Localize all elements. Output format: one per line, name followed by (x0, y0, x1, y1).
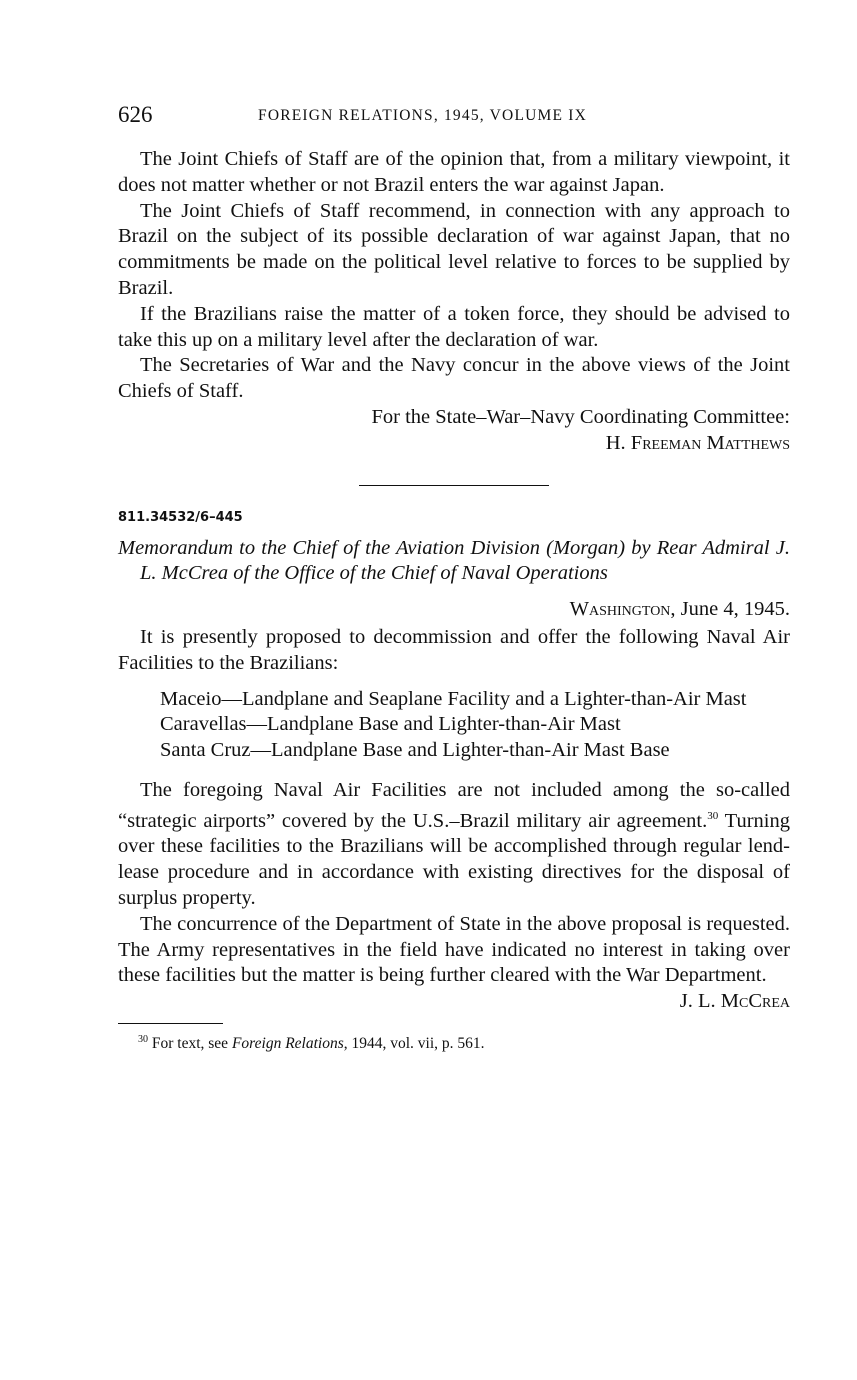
signature: J. L. McCrea (679, 990, 790, 1013)
footnote-text: For text, see (148, 1035, 232, 1053)
document-title: Memorandum to the Chief of the Aviation Division (Morgan) by Rear Admiral J. L. McCrea of the Office of the Chief of Naval Operations (118, 536, 790, 585)
paragraph (118, 778, 790, 912)
list-item: Santa Cruz—Landplane Base and Lighter-than-Air Mast Base (160, 739, 670, 762)
dateline (118, 597, 790, 623)
footnote-ref: 30 (707, 809, 719, 822)
footnote-title: Foreign Relations (231, 1035, 344, 1053)
signature-lead: For the State–War–Navy Coordinating Committee: (371, 405, 790, 428)
paragraph-text: Turning over these facilities to the Brazilians will be accomplished through regular lend-lease procedure and in accordance with existing directives for the disposal of surplus property. (118, 809, 790, 909)
page-body (118, 147, 790, 1054)
footnote (118, 1030, 790, 1054)
paragraph-text: The foregoing Naval Air Facilities are not included among the so-called “strategic airports” covered by the U.S.–Brazil military air agreement. (118, 778, 790, 832)
paragraph: The Joint Chiefs of Staff are of the opinion that, from a military viewpoint, it does not matter whether or not Brazil enters the war against Japan. (118, 148, 790, 196)
page-number: 626 (118, 102, 153, 127)
paragraph: The concurrence of the Department of State in the above proposal is requested. The Army representatives in the field have indicated no interest in taking over these facilities but the matter is being further cleared with the War Department. (118, 912, 790, 987)
footnote-text: , 1944, vol. vii, p. 561. (343, 1035, 485, 1053)
dateline-date: , June 4, 1945. (670, 598, 790, 621)
list-item: Caravellas—Landplane Base and Lighter-than-Air Mast (160, 713, 621, 736)
page-header (118, 102, 790, 132)
section-divider (359, 485, 549, 486)
footnote-rule (118, 1023, 223, 1024)
footnote-number: 30 (138, 1033, 148, 1045)
list-item: Maceio—Landplane and Seaplane Facility and a Lighter-than-Air Mast (160, 687, 747, 710)
dateline-place: Washington (569, 598, 671, 621)
paragraph: If the Brazilians raise the matter of a token force, they should be advised to take this up on a military level after the declaration of war. (118, 302, 790, 351)
running-title: FOREIGN RELATIONS, 1945, VOLUME IX (258, 107, 587, 124)
signature: H. Freeman Matthews (605, 431, 790, 454)
file-number: 811.34532/6–445 (118, 509, 243, 525)
paragraph: The Secretaries of War and the Navy concur in the above views of the Joint Chiefs of Staff. (118, 354, 790, 403)
paragraph: It is presently proposed to decommission and offer the following Naval Air Facilities to the Brazilians: (118, 625, 790, 674)
paragraph: The Joint Chiefs of Staff recommend, in connection with any approach to Brazil on the subject of its possible declaration of war against Japan, that no commitments be made on the political level relative to forces to be supplied by Brazil. (118, 199, 790, 299)
facility-list (160, 687, 790, 764)
